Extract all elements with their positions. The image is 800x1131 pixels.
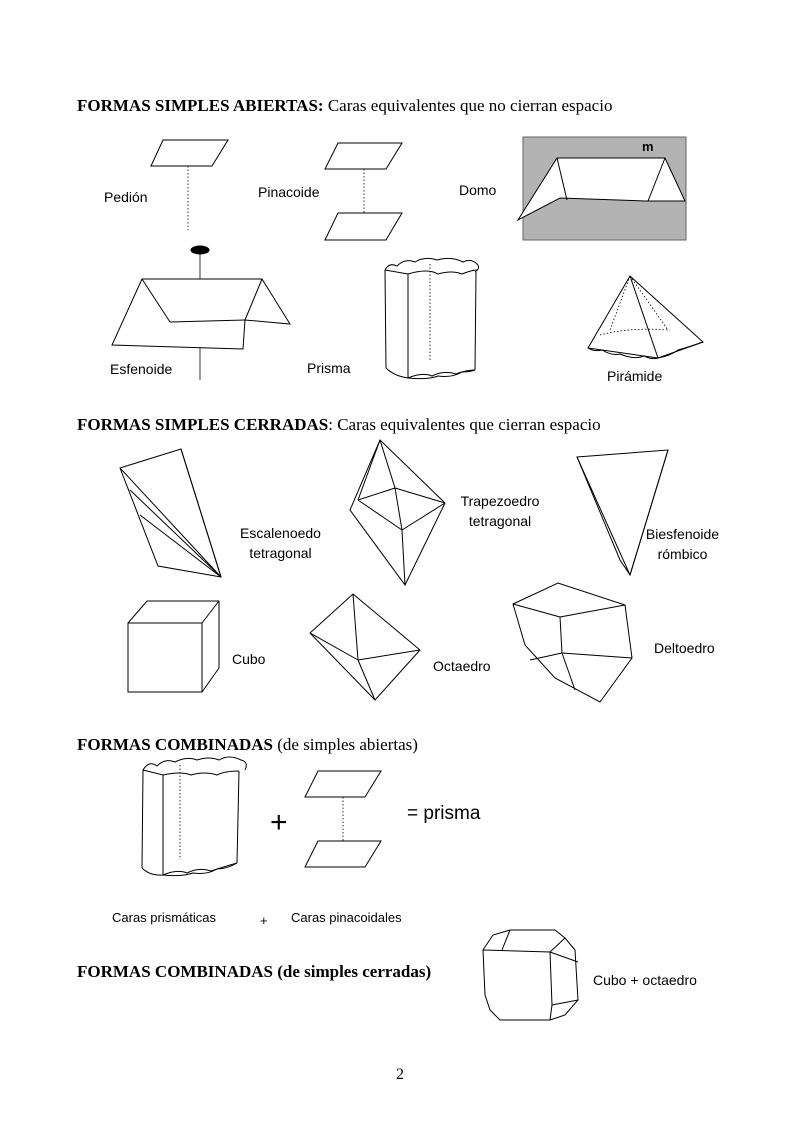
label-piramide: Pirámide [607, 368, 663, 384]
heading-closed-bold: FORMAS SIMPLES CERRADAS [77, 415, 329, 434]
label-equals-prisma: = prisma [407, 803, 481, 824]
domo-drawing [518, 137, 686, 240]
prisma-drawing [385, 258, 479, 378]
label-cubo: Cubo [232, 651, 266, 667]
heading-closed-forms [77, 415, 601, 435]
heading-combined-closed-bold: FORMAS COMBINADAS (de simples cerradas) [77, 962, 432, 981]
label-escalenoedro-line1: Escalenoedo [240, 525, 321, 541]
label-biesfenoide-line2: rómbico [657, 546, 708, 562]
label-cubo-octaedro: Cubo + octaedro [593, 972, 697, 988]
label-caras-pinacoidales: Caras pinacoidales [291, 910, 402, 925]
label-escalenoedro-line2: tetragonal [249, 545, 312, 561]
pinacoide-drawing [325, 143, 402, 240]
label-trapezoedro-line2: tetragonal [468, 513, 532, 529]
heading-open-forms [77, 96, 612, 116]
label-escalenoedro [228, 523, 333, 563]
label-biesfenoide-line1: Biesfenoide [645, 526, 720, 542]
heading-combined-open-rest: (de simples abiertas) [272, 735, 418, 754]
page-number: 2 [396, 1066, 404, 1083]
label-pinacoide: Pinacoide [258, 184, 320, 200]
piramide-drawing [588, 276, 703, 359]
escalenoedro-drawing [120, 449, 221, 577]
cubo-octaedro-drawing [483, 930, 578, 1020]
heading-open-bold: FORMAS SIMPLES ABIERTAS: [77, 96, 324, 115]
label-mirror-plane: m [642, 139, 654, 154]
plus-sign: + [270, 806, 288, 839]
heading-closed-rest: : Caras equivalentes que cierran espacio [328, 415, 601, 434]
label-domo: Domo [459, 182, 497, 198]
pedion-drawing [151, 140, 228, 230]
heading-combined-open [77, 735, 418, 755]
combined-pinacoide-drawing [305, 771, 381, 867]
label-deltoedro: Deltoedro [654, 640, 715, 656]
heading-combined-closed [77, 962, 431, 982]
octaedro-drawing [310, 594, 420, 700]
cubo-drawing [128, 601, 219, 692]
heading-open-rest: Caras equivalentes que no cierran espacio [323, 96, 613, 115]
trapezoedro-drawing [350, 440, 445, 585]
deltoedro-drawing [513, 583, 632, 702]
label-pedion: Pedión [104, 189, 148, 205]
label-prisma: Prisma [307, 360, 351, 376]
label-caras-prismaticas: Caras prismáticas [112, 910, 217, 925]
label-biesfenoide [630, 524, 735, 564]
small-plus-sign: + [260, 913, 268, 928]
combined-prisma-drawing [142, 757, 246, 876]
label-trapezoedro [445, 491, 555, 531]
label-trapezoedro-line1: Trapezoedro [460, 493, 540, 509]
label-octaedro: Octaedro [433, 658, 491, 674]
label-esfenoide: Esfenoide [110, 361, 173, 377]
heading-combined-open-bold: FORMAS COMBINADAS [77, 735, 273, 754]
